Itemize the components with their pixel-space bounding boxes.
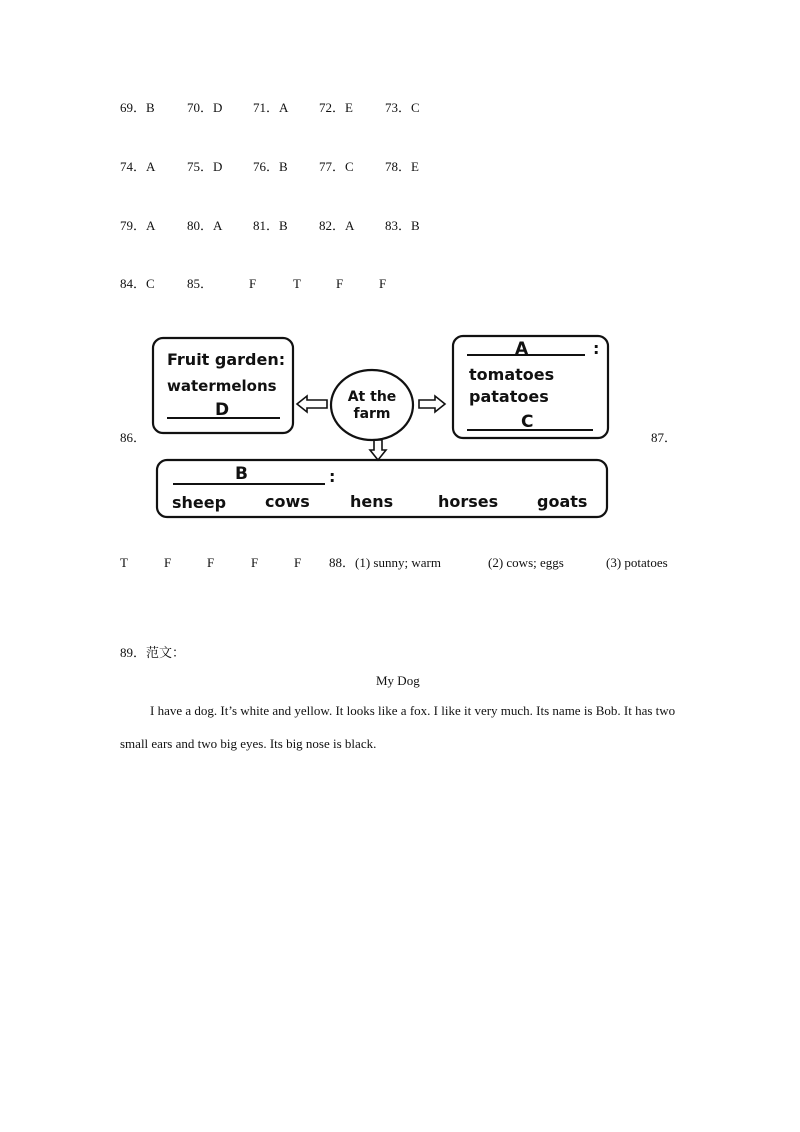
farm-diagram <box>145 330 620 525</box>
animal-goats: goats <box>537 492 588 511</box>
center-oval <box>331 370 413 440</box>
arrow-right-icon <box>419 396 445 412</box>
essay-label: 89．范文： <box>120 645 186 660</box>
answer-88-3: (3) potatoes <box>606 555 668 570</box>
essay-paragraph <box>120 694 680 760</box>
answer-86-label: 86． <box>120 430 147 445</box>
answer-85-1: F <box>249 276 257 291</box>
answer-87-label: 87． <box>651 430 678 445</box>
answer-70: 70．D <box>187 100 223 115</box>
answer-81: 81．B <box>253 218 288 233</box>
answer-84: 84．C <box>120 276 155 291</box>
answer-88-1: 88．(1) sunny; warm <box>329 555 441 570</box>
answer-73: 73．C <box>385 100 420 115</box>
vegetable-blank2-letter: C <box>521 412 534 432</box>
vegetable-colon: : <box>593 339 600 358</box>
fruit-garden-blank-letter: D <box>215 400 230 420</box>
center-text-line2: farm <box>353 406 391 422</box>
answer-85-2: T <box>293 276 301 291</box>
animals-blank-letter: B <box>235 464 248 484</box>
vegetable-item-1: tomatoes <box>469 365 555 384</box>
animal-horses: horses <box>438 492 499 511</box>
arrow-left-icon <box>297 396 327 412</box>
answer-77: 77．C <box>319 159 354 174</box>
answer-85-3: F <box>336 276 344 291</box>
fruit-garden-title: Fruit garden: <box>167 350 286 369</box>
answer-87-5: F <box>294 555 302 570</box>
arrow-down-icon <box>370 440 386 460</box>
answer-85-label: 85． <box>187 276 214 291</box>
essay-body: I have a dog. It’s white and yellow. It looks like a fox. I like it very much. Its name is Bob. It has two small ears and two big eyes. Its big nose is black. <box>120 703 676 751</box>
vegetable-item-2: patatoes <box>469 387 549 406</box>
answer-82: 82．A <box>319 218 355 233</box>
animal-cows: cows <box>265 492 310 511</box>
animal-sheep: sheep <box>172 493 227 512</box>
fruit-garden-item: watermelons <box>167 377 277 395</box>
animals-colon: : <box>329 467 336 486</box>
answer-72: 72．E <box>319 100 353 115</box>
center-text-line1: At the <box>347 389 397 405</box>
answer-75: 75．D <box>187 159 223 174</box>
answer-74: 74．A <box>120 159 156 174</box>
answer-88-2: (2) cows; eggs <box>488 555 564 570</box>
answer-85-4: F <box>379 276 387 291</box>
answer-79: 79．A <box>120 218 156 233</box>
answer-76: 76．B <box>253 159 288 174</box>
answer-71: 71．A <box>253 100 289 115</box>
answer-87-1: T <box>120 555 128 570</box>
answer-83: 83．B <box>385 218 420 233</box>
vegetable-blank-letter: A <box>515 339 529 359</box>
answer-78: 78．E <box>385 159 419 174</box>
answer-87-4: F <box>251 555 259 570</box>
answer-69: 69．B <box>120 100 155 115</box>
answer-87-2: F <box>164 555 172 570</box>
animal-hens: hens <box>350 492 394 511</box>
essay-title: My Dog <box>376 673 420 688</box>
answer-80: 80．A <box>187 218 223 233</box>
answer-87-3: F <box>207 555 215 570</box>
